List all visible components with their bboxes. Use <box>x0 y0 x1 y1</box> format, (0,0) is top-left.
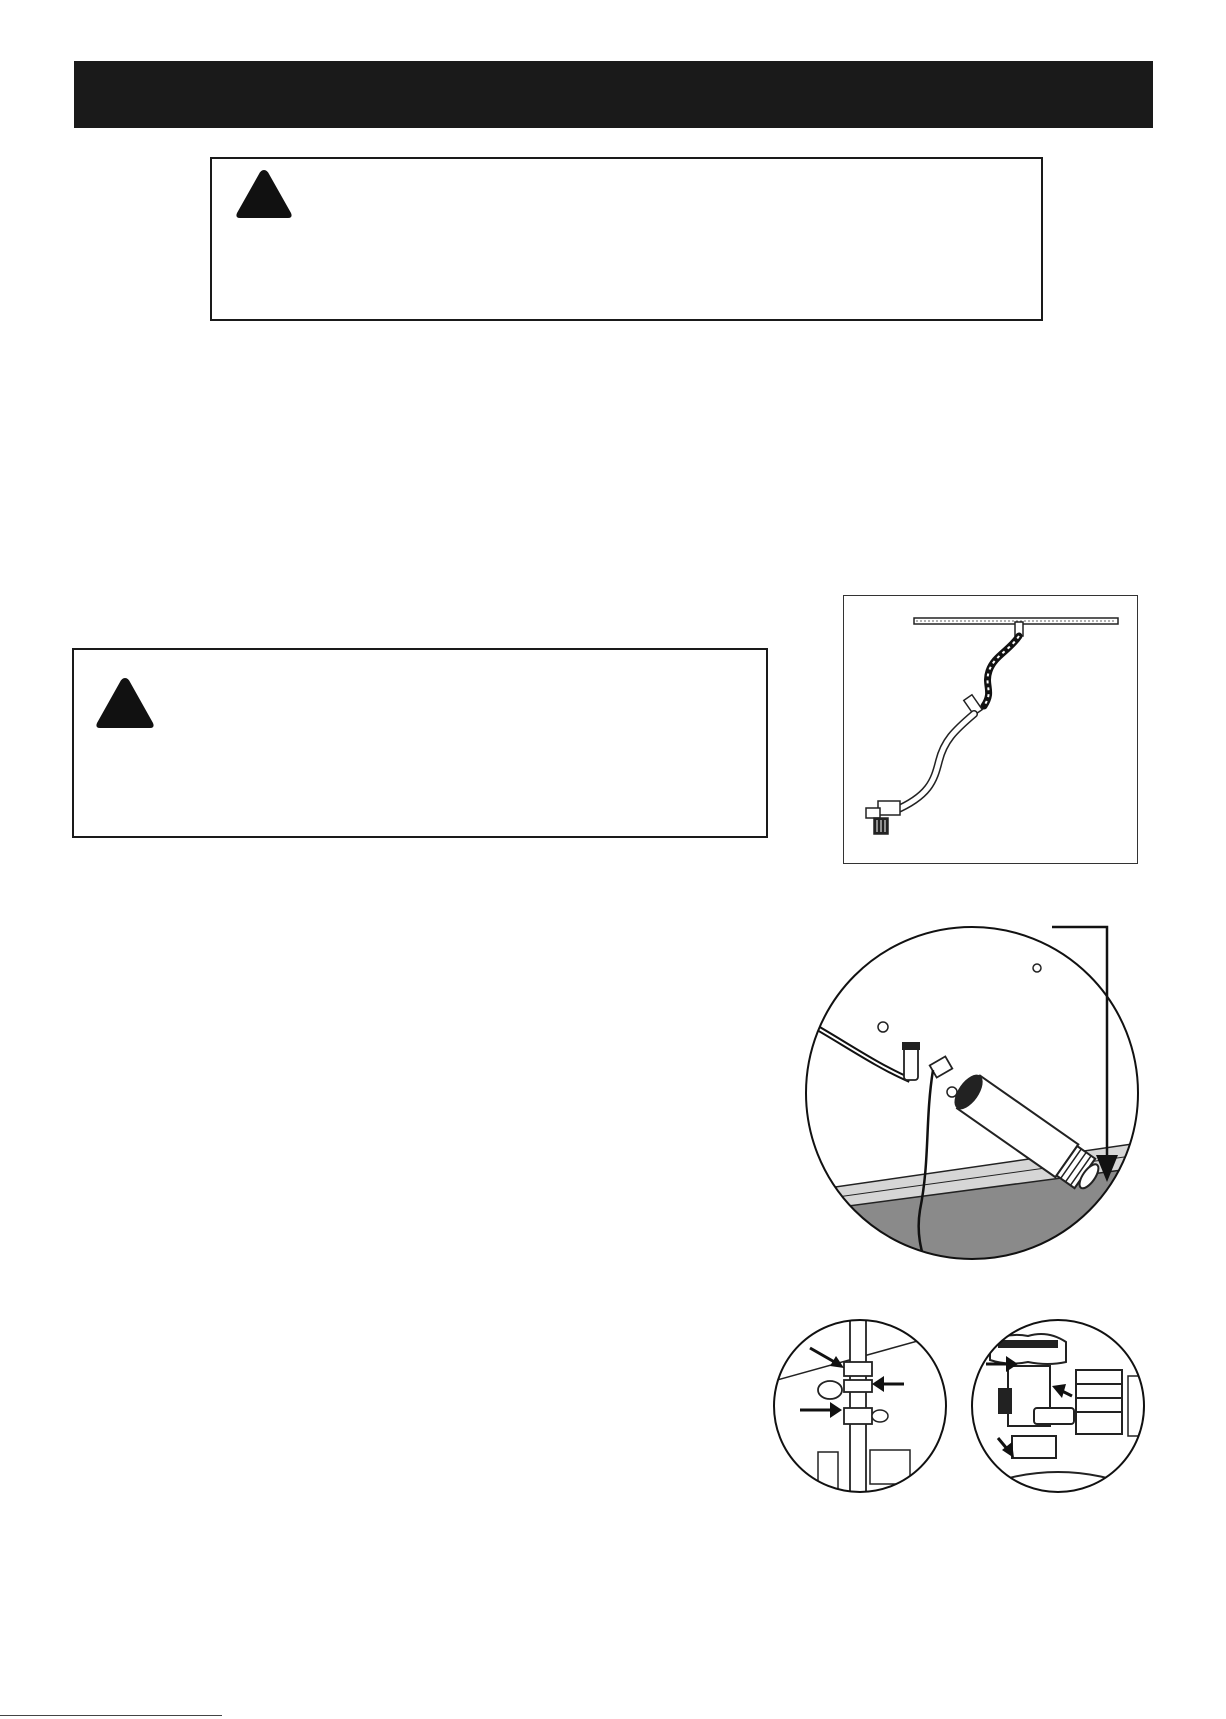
figure-tee-fitting <box>770 1312 950 1502</box>
warning-box-top <box>210 157 1043 321</box>
figure-fitting-closeup <box>780 920 1160 1270</box>
warning-box-middle <box>72 648 768 838</box>
warning-triangle-icon <box>234 167 294 221</box>
warning-triangle-icon <box>94 675 156 731</box>
figure-cylinder-valve <box>968 1312 1148 1502</box>
section-header-bar <box>74 61 1153 128</box>
footer-rule <box>0 1715 222 1716</box>
figure-hose-assembly <box>843 595 1138 864</box>
